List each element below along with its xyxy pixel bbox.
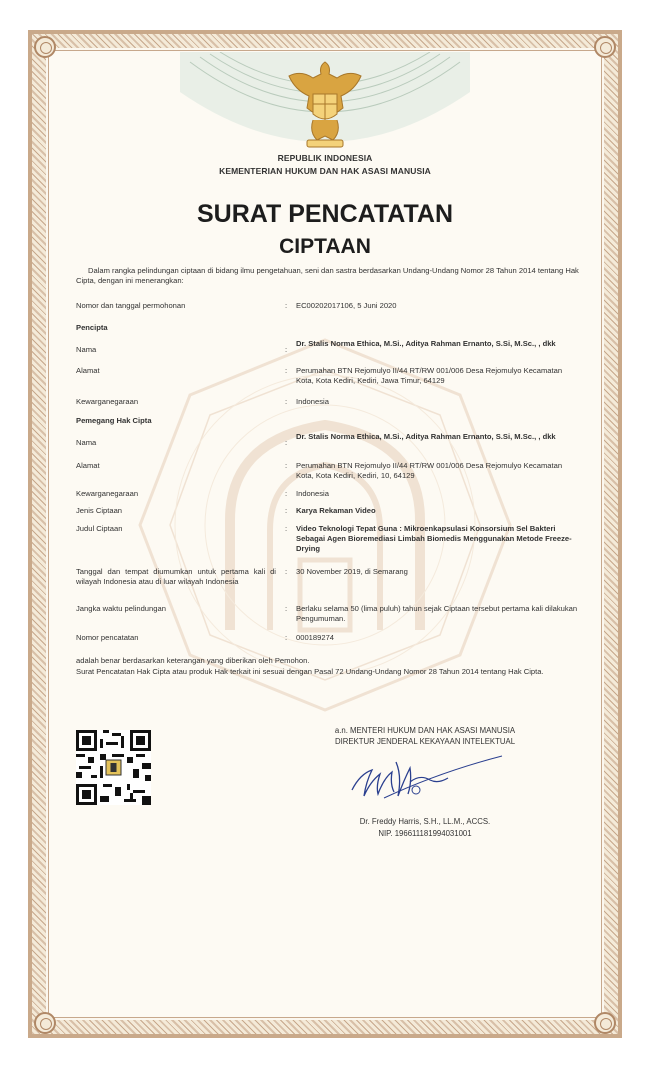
header-country: REPUBLIK INDONESIA [277, 153, 373, 163]
corner-ornament-icon [594, 1012, 616, 1034]
colon: : [285, 633, 288, 642]
nomor-label: Nomor dan tanggal permohonan [76, 301, 186, 310]
pencipta-nama-value: Dr. Stalis Norma Ethica, M.Si., Aditya Rahman Ernanto, S.Si, M.Sc., , dkk [296, 339, 556, 348]
pemegang-nama-value: Dr. Stalis Norma Ethica, M.Si., Aditya Rahman Ernanto, S.Si, M.Sc., , dkk [296, 432, 556, 441]
colon: : [285, 489, 288, 498]
pencipta-alamat-label: Alamat [76, 366, 100, 375]
qr-code-icon [76, 730, 151, 805]
tanggal-value: 30 November 2019, di Semarang [296, 567, 408, 576]
judul-label: Judul Ciptaan [76, 524, 123, 533]
handwritten-signature-icon [340, 752, 505, 812]
pencipta-alamat-value: Perumahan BTN Rejomulyo II/44 RT/RW 001/006 Desa Rejomulyo Kecamatan Kota, Kota Kediri, Kediri, Jawa Timur, 64129 [296, 366, 563, 385]
nomor-pencatatan-label: Nomor pencatatan [76, 633, 139, 642]
pemegang-heading: Pemegang Hak Cipta [76, 416, 152, 425]
colon: : [285, 567, 288, 576]
corner-ornament-icon [34, 36, 56, 58]
signatory-position: DIREKTUR JENDERAL KEKAYAAN INTELEKTUAL [334, 737, 516, 746]
document-subtitle: CIPTAAN [279, 235, 371, 258]
closing-line-1: adalah benar berdasarkan keterangan yang diberikan oleh Pemohon. [76, 656, 310, 665]
pemegang-alamat-value: Perumahan BTN Rejomulyo II/44 RT/RW 001/006 Desa Rejomulyo Kecamatan Kota, Kota Kediri, Kediri, 10, 64129 [296, 461, 563, 480]
intro-paragraph: Dalam rangka pelindungan ciptaan di bidang ilmu pengetahuan, seni dan sastra berdasarkan Undang-Undang Nomor 28 Tahun 2014 tentang Hak Cipta, dengan ini menerangkan: [76, 266, 579, 285]
pencipta-kewarganegaraan-value: Indonesia [296, 397, 329, 406]
pencipta-kewarganegaraan-label: Kewarganegaraan [76, 397, 139, 406]
tanggal-label: Tanggal dan tempat diumumkan untuk pertama kali di wilayah Indonesia atau di luar wilayah Indonesia [76, 567, 276, 586]
nomor-pencatatan-value: 000189274 [296, 633, 335, 642]
colon: : [285, 397, 288, 406]
pencipta-nama-label: Nama [76, 345, 97, 354]
colon: : [285, 301, 288, 310]
colon: : [285, 604, 288, 613]
jenis-label: Jenis Ciptaan [76, 506, 123, 515]
closing-line-2: Surat Pencatatan Hak Cipta atau produk Hak terkait ini sesuai dengan Pasal 72 Undang-Undang Nomor 28 Tahun 2014 tentang Hak Cipta. [76, 667, 544, 676]
pemegang-kewarganegaraan-value: Indonesia [296, 489, 329, 498]
jenis-value: Karya Rekaman Video [296, 506, 376, 515]
colon: : [285, 524, 288, 533]
corner-ornament-icon [594, 36, 616, 58]
colon: : [285, 366, 288, 375]
pemegang-alamat-label: Alamat [76, 461, 100, 470]
colon: : [285, 506, 288, 515]
judul-value: Video Teknologi Tepat Guna : Mikroenkapsulasi Konsorsium Sel Bakteri Sebagai Agen Bioremediasi Limbah Biomedis Menggunakan Metode Freeze-Drying [296, 524, 572, 553]
garuda-emblem-icon [283, 56, 367, 152]
signatory-on-behalf: a.n. MENTERI HUKUM DAN HAK ASASI MANUSIA [334, 726, 516, 735]
colon: : [285, 345, 288, 354]
document-title: SURAT PENCATATAN [197, 200, 453, 228]
header-ministry: KEMENTERIAN HUKUM DAN HAK ASASI MANUSIA [219, 166, 431, 176]
colon: : [285, 461, 288, 470]
nomor-value: EC00202017106, 5 Juni 2020 [296, 301, 397, 310]
pencipta-heading: Pencipta [76, 323, 108, 332]
corner-ornament-icon [34, 1012, 56, 1034]
jangka-value: Berlaku selama 50 (lima puluh) tahun sejak Ciptaan tersebut pertama kali dilakukan Pengumuman. [296, 604, 578, 623]
colon: : [285, 438, 288, 447]
signatory-name: Dr. Freddy Harris, S.H., LL.M., ACCS. [359, 817, 491, 826]
jangka-label: Jangka waktu pelindungan [76, 604, 166, 613]
pemegang-kewarganegaraan-label: Kewarganegaraan [76, 489, 139, 498]
pemegang-nama-label: Nama [76, 438, 97, 447]
signatory-nip: NIP. 196611181994031001 [378, 829, 472, 838]
